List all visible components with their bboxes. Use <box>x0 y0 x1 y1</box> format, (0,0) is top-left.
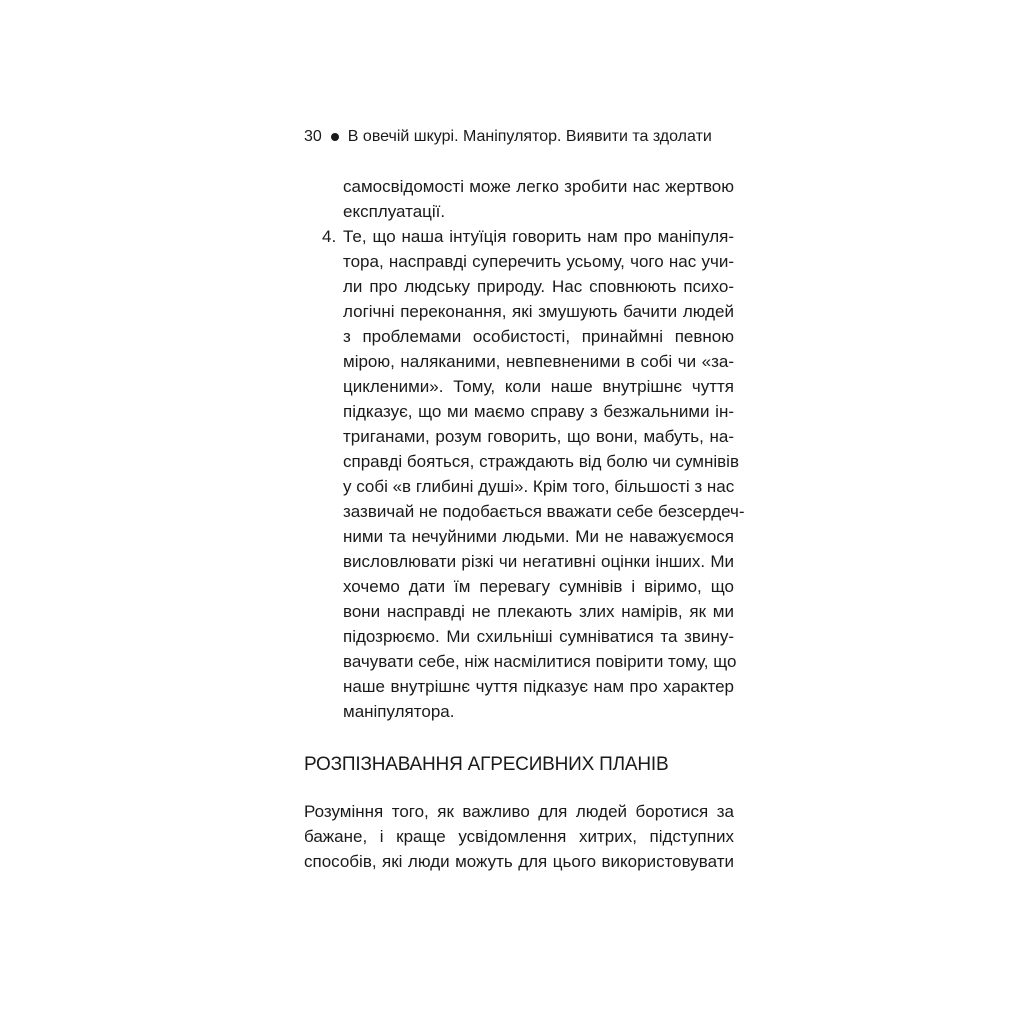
text-line: Те, що наша інтуїція говорить нам про маніпуля- <box>343 227 734 246</box>
text-line: з проблемами особистості, принаймні певною <box>343 327 734 346</box>
text-line: справді бояться, страждають від болю чи сумнівів <box>343 452 739 471</box>
text-line: триганами, розум говорить, що вони, мабуть, на- <box>343 427 734 446</box>
bullet-dot-icon <box>331 133 339 141</box>
text-line: способів, які люди можуть для цього використовувати <box>304 852 734 871</box>
text-line: Розуміння того, як важливо для людей боротися за <box>304 802 734 821</box>
text-line: висловлювати різкі чи негативні оцінки інших. Ми <box>343 552 734 571</box>
text-line: мірою, наляканими, невпевненими в собі чи «за- <box>343 352 734 371</box>
text-line: експлуатації. <box>343 202 446 221</box>
text-line: наше внутрішнє чуття підказує нам про характер <box>343 677 734 696</box>
text-line: підказує, що ми маємо справу з безжальними ін- <box>343 402 734 421</box>
text-line: підозрюємо. Ми схильніші сумніватися та звину- <box>343 627 734 646</box>
text-line: ними та нечуйними людьми. Ми не наважуємося <box>343 527 734 546</box>
text-line: у собі «в глибині душі». Крім того, більшості з нас <box>343 477 735 496</box>
text-line: самосвідомості може легко зробити нас жертвою <box>343 177 734 196</box>
text-line: ли про людську природу. Нас сповнюють психо- <box>343 277 734 296</box>
text-line: цикленими». Тому, коли наше внутрішнє чуття <box>343 377 734 396</box>
text-line: бажане, і краще усвідомлення хитрих, підступних <box>304 827 734 846</box>
book-title: В овечій шкурі. Маніпулятор. Виявити та здолати <box>347 128 712 145</box>
section-heading: РОЗПІЗНАВАННЯ АГРЕСИВНИХ ПЛАНІВ <box>304 754 669 775</box>
text-line: вони насправді не плекають злих намірів, як ми <box>343 602 734 621</box>
text-line: хочемо дати їм перевагу сумнівів і віримо, що <box>343 577 734 596</box>
text-line: маніпулятора. <box>343 702 455 721</box>
list-number: 4. <box>322 227 337 246</box>
text-line: зазвичай не подобається вважати себе безсердеч- <box>343 502 745 521</box>
text-line: логічні переконання, які змушують бачити людей <box>343 302 734 321</box>
running-header <box>304 124 712 150</box>
page-number: 30 <box>304 128 322 145</box>
text-line: тора, насправді суперечить усьому, чого нас учи- <box>343 252 734 271</box>
text-line: вачувати себе, ніж насмілитися повірити тому, що <box>343 652 737 671</box>
